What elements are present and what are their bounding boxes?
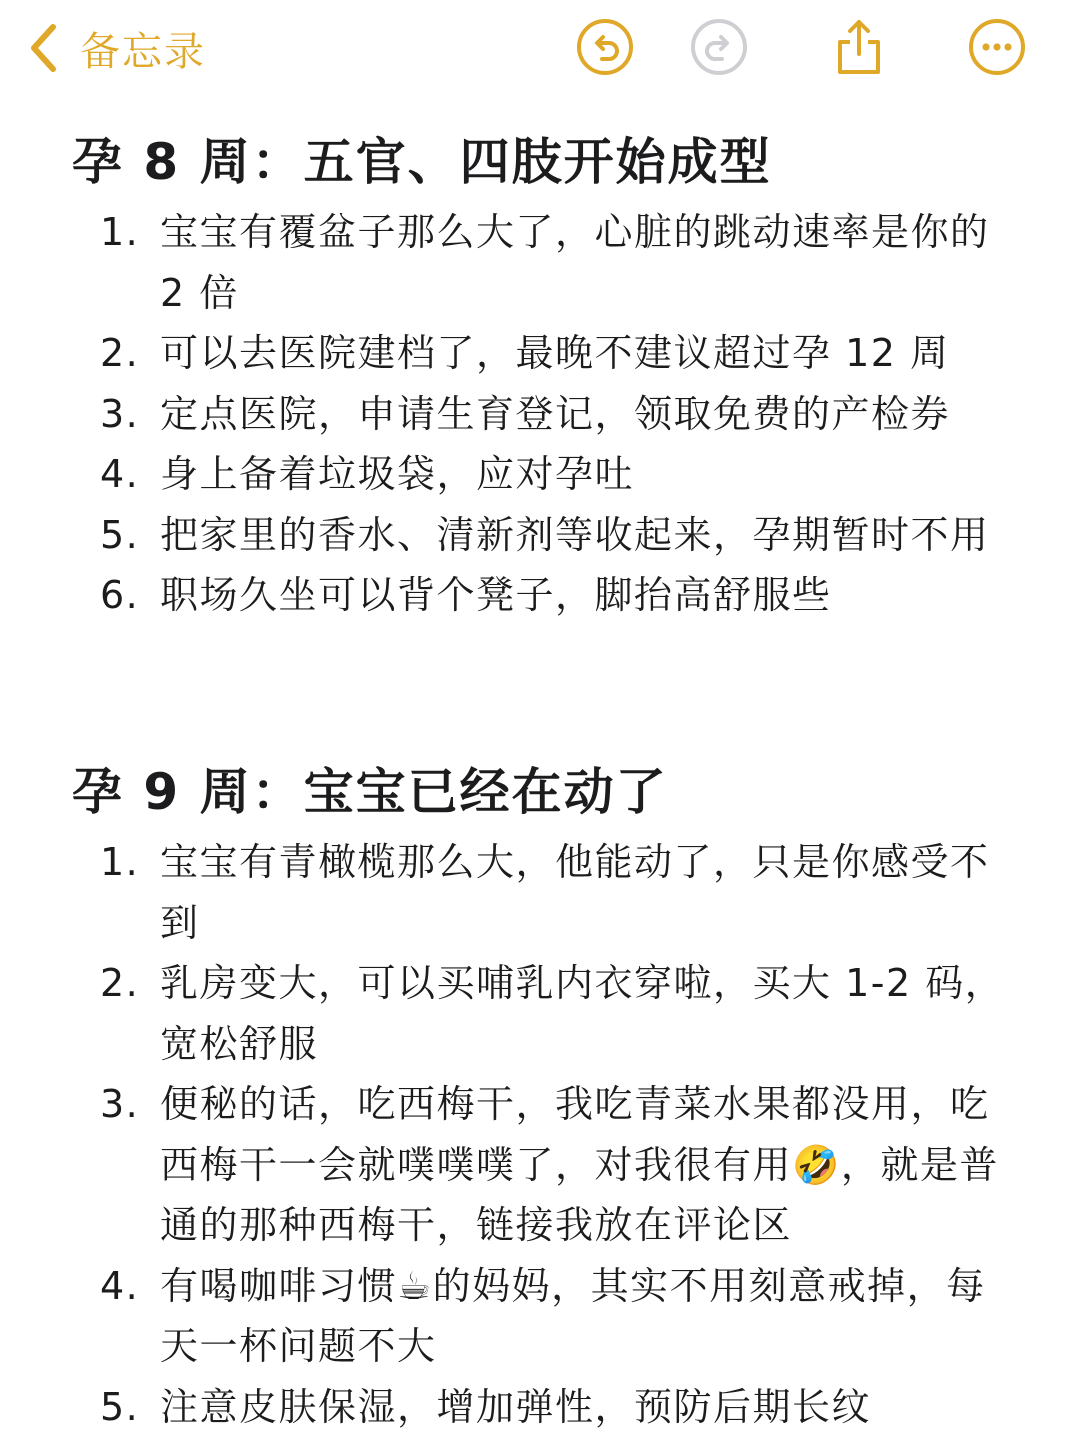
list-number: 3. (100, 1082, 140, 1126)
list-item (0, 1256, 1080, 1377)
list-text: 注意皮肤保湿，增加弹性，预防后期长纹 (160, 1384, 872, 1429)
list-item (0, 202, 1080, 323)
list-item (0, 832, 1080, 953)
share-icon[interactable] (830, 18, 888, 76)
section-title: 孕 8 周：五官、四肢开始成型 (72, 133, 772, 191)
undo-icon[interactable] (576, 18, 634, 76)
list-text: 可以去医院建档了，最晚不建议超过孕 12 周 (160, 331, 950, 375)
section-list (0, 202, 1080, 626)
list-number: 1. (100, 210, 140, 254)
list-number: 4. (100, 452, 140, 496)
section-title: 孕 9 周：宝宝已经在动了 (72, 763, 668, 821)
list-item (0, 323, 1080, 384)
list-item (0, 1074, 1080, 1256)
list-text: 定点医院，申请生育登记，领取免费的产检券 (160, 391, 951, 436)
list-item (0, 953, 1080, 1074)
back-button[interactable] (28, 18, 206, 78)
list-text: 身上备着垃圾袋，应对孕吐 (160, 452, 635, 496)
list-number: 6. (100, 573, 140, 617)
list-item (0, 1377, 1080, 1438)
list-text: 职场久坐可以背个凳子，脚抬高舒服些 (160, 573, 832, 617)
list-number: 5. (100, 1384, 140, 1429)
list-number: 2. (100, 331, 140, 375)
list-text: 有喝咖啡习惯☕的妈妈，其实不用刻意戒掉，每天一杯问题不大 (160, 1263, 986, 1368)
list-item (0, 384, 1080, 445)
list-number: 5. (100, 512, 140, 557)
list-text: 乳房变大，可以买哺乳内衣穿啦，买大 1-2 码，宽松舒服 (160, 961, 1005, 1066)
list-number: 2. (100, 961, 140, 1005)
more-icon[interactable] (968, 18, 1026, 76)
navigation-bar (0, 0, 1080, 100)
section-list (0, 832, 1080, 1437)
list-item (0, 505, 1080, 566)
list-text: 宝宝有覆盆子那么大了，心脏的跳动速率是你的 2 倍 (160, 210, 990, 315)
list-item (0, 565, 1080, 626)
redo-icon[interactable] (690, 18, 748, 76)
list-text: 把家里的香水、清新剂等收起来，孕期暂时不用 (160, 512, 990, 557)
list-number: 3. (100, 391, 140, 436)
list-text: 便秘的话，吃西梅干，我吃青菜水果都没用，吃西梅干一会就噗噗噗了，对我很有用🤣，就是普通的那种西梅干，链接我放在评论区 (160, 1082, 999, 1247)
chevron-left-icon (28, 23, 58, 73)
back-button-label: 备忘录 (80, 28, 206, 75)
list-item (0, 444, 1080, 505)
list-number: 1. (100, 840, 140, 884)
list-number: 4. (100, 1263, 140, 1308)
list-text: 宝宝有青橄榄那么大，他能动了，只是你感受不到 (160, 840, 990, 945)
